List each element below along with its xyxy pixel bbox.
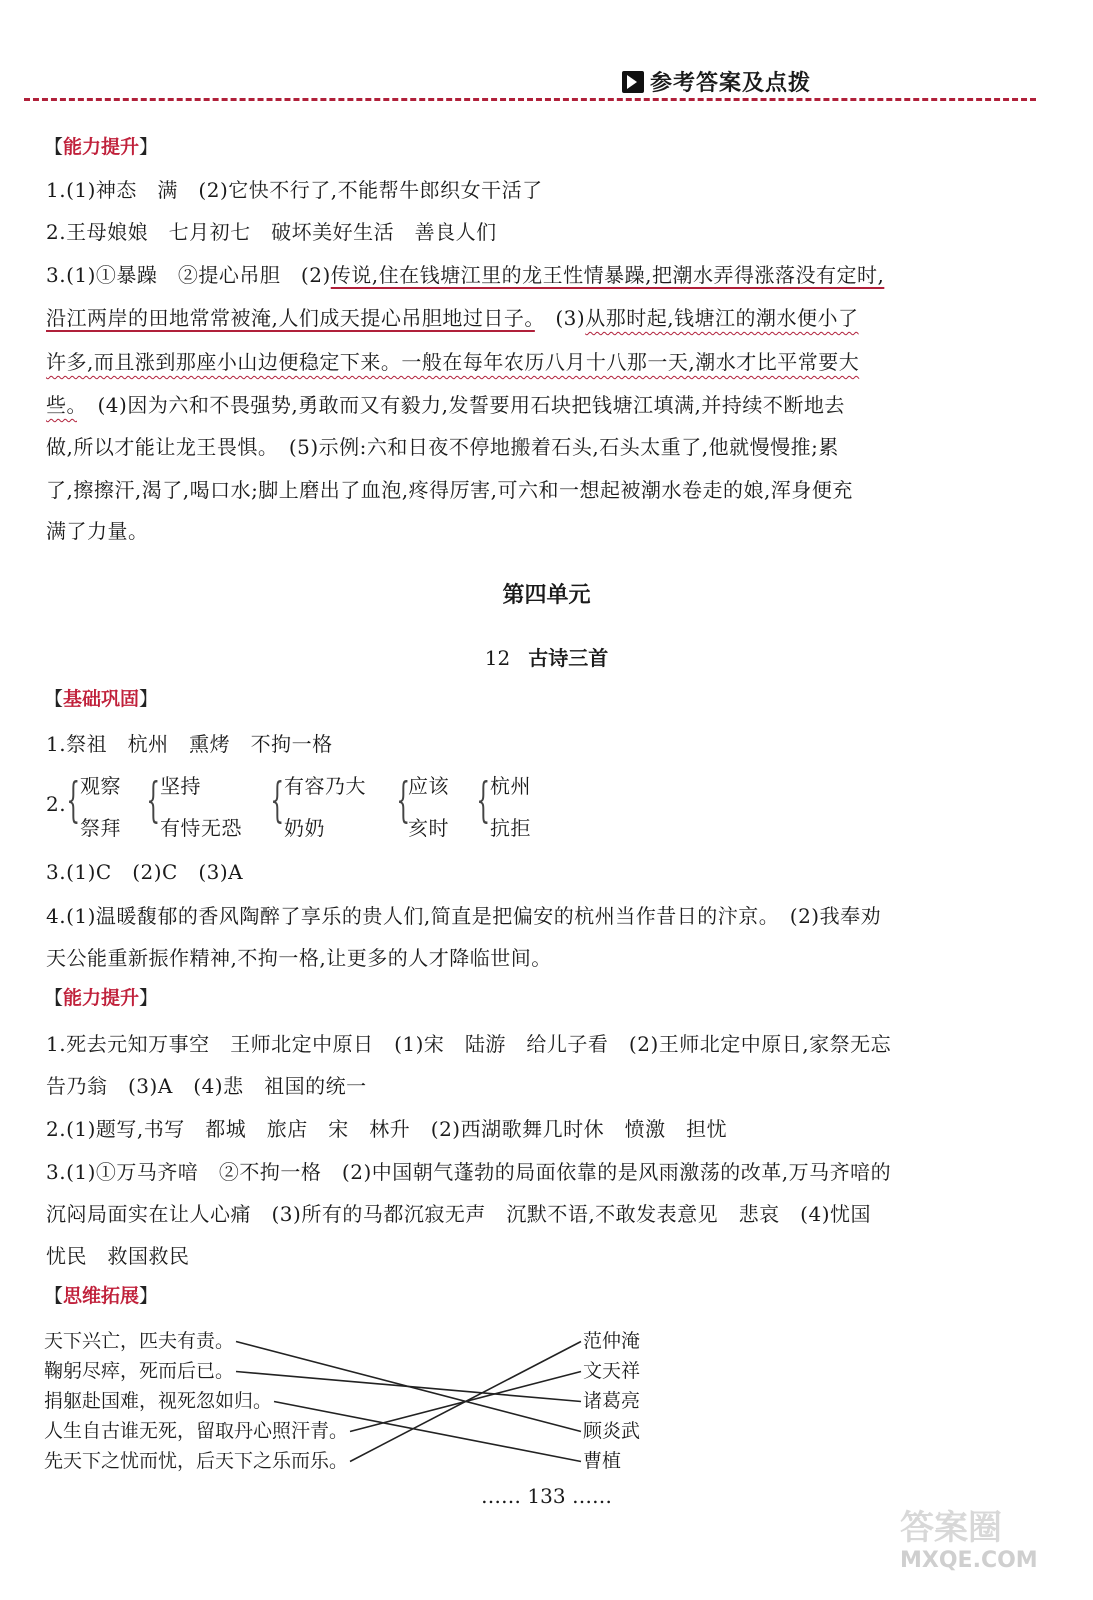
pair-bottom: 有恃无恐	[160, 816, 242, 840]
answer-line: 1.(1)神态 满 (2)它快不行了,不能帮牛郎织女干活了	[46, 178, 543, 202]
unit-title: 第四单元	[502, 583, 591, 608]
pair-top: 观察	[80, 774, 121, 798]
brace-icon: {	[270, 772, 285, 828]
answer-line: 2.(1)题写,书写 都城 旅店 宋 林升 (2)西湖歌舞几时休 愤激 担忧	[46, 1117, 728, 1141]
quote-item: 捐躯赴国难，视死忽如归。	[44, 1390, 273, 1412]
pair-top: 杭州	[490, 774, 531, 798]
answer-line: 3.(1)C (2)C (3)A	[46, 860, 244, 884]
pair-top: 坚持	[160, 774, 201, 798]
section-heading-ability-1: 【能力提升】	[44, 136, 159, 158]
answer-line: 做,所以才能让龙王畏惧。 (5)示例:六和日夜不停地搬着石头,石头太重了,他就慢慢推;累	[46, 435, 839, 459]
person-item: 曹植	[583, 1450, 622, 1472]
pair-bottom: 祭拜	[80, 816, 121, 840]
answer-line: 2.王母娘娘 七月初七 破坏美好生活 善良人们	[46, 220, 497, 244]
pair-bottom: 奶奶	[284, 816, 325, 840]
header-title: 参考答案及点拨	[650, 71, 812, 96]
quote-item: 天下兴亡，匹夫有责。	[44, 1330, 235, 1352]
match-line	[274, 1402, 581, 1462]
wavy-underlined-answer: 从那时起,钱塘江的潮水便小了	[585, 306, 859, 330]
answer-line: 些。 (4)因为六和不畏强势,勇敢而又有毅力,发誓要用石块把钱塘江填满,并持续不断地去	[46, 393, 845, 417]
answer-line: 沉闷局面实在让人心痛 (3)所有的马都沉寂无声 沉默不语,不敢发表意见 悲哀 (4)忧国	[46, 1202, 872, 1226]
answer-line: 1.死去元知万事空 王师北定中原日 (1)宋 陆游 给儿子看 (2)王师北定中原日,家祭无忘	[46, 1032, 892, 1056]
answer-line: 1.祭祖 杭州 熏烤 不拘一格	[46, 732, 333, 756]
section-heading-ability-2: 【能力提升】	[44, 987, 159, 1009]
lesson-title: 12 古诗三首	[484, 646, 609, 670]
pair-bottom: 抗拒	[490, 816, 531, 840]
brace-icon: {	[66, 772, 81, 828]
watermark-url: MXQE.COM	[900, 1548, 1038, 1573]
pair-top: 应该	[408, 774, 449, 798]
answer-line: 告乃翁 (3)A (4)悲 祖国的统一	[46, 1074, 367, 1098]
brace-icon: {	[476, 772, 491, 828]
section-heading-basics: 【基础巩固】	[44, 688, 159, 710]
answer-line: 3.(1)①暴躁 ②提心吊胆 (2)传说,住在钱塘江里的龙王性情暴躁,把潮水弄得涨落没有定时,	[46, 263, 885, 287]
answer-line: 了,擦擦汗,渴了,喝口水;脚上磨出了血泡,疼得厉害,可六和一想起被潮水卷走的娘,浑身便充	[46, 478, 853, 502]
watermark-logo: 答案圈	[900, 1508, 1002, 1548]
answer-line: 忧民 救国救民	[46, 1244, 190, 1268]
answer-line: 4.(1)温暖馥郁的香风陶醉了享乐的贵人们,简直是把偏安的杭州当作昔日的汴京。 (2)我奉劝	[46, 904, 882, 928]
wavy-underlined-answer: 许多,而且涨到那座小山边便稳定下来。一般在每年农历八月十八那一天,潮水才比平常要大	[46, 350, 860, 374]
answer-line: 满了力量。	[46, 519, 149, 543]
quote-item: 人生自古谁无死，留取丹心照汗青。	[44, 1420, 349, 1442]
person-item: 范仲淹	[583, 1330, 641, 1352]
section-heading-thinking: 【思维拓展】	[44, 1285, 159, 1307]
underlined-answer: 沿江两岸的田地常常被淹,人们成天提心吊胆地过日子。	[46, 306, 535, 330]
pair-top: 有容乃大	[284, 774, 366, 798]
pair-prefix: 2.	[46, 792, 67, 816]
pair-bottom: 亥时	[408, 816, 449, 840]
answer-line: 天公能重新振作精神,不拘一格,让更多的人才降临世间。	[46, 946, 552, 970]
person-item: 顾炎武	[583, 1420, 641, 1442]
answer-line: 3.(1)①万马齐喑 ②不拘一格 (2)中国朝气蓬勃的局面依靠的是风雨激荡的改革,万马齐喑的	[46, 1160, 892, 1184]
underlined-answer: 传说,住在钱塘江里的龙王性情暴躁,把潮水弄得涨落没有定时,	[330, 263, 885, 287]
brace-icon: {	[396, 772, 411, 828]
match-line	[236, 1372, 581, 1402]
brace-icon: {	[146, 772, 161, 828]
quote-item: 先天下之忧而忧，后天下之乐而乐。	[44, 1450, 349, 1472]
match-line	[350, 1342, 581, 1462]
page-number: …… 133 ……	[481, 1484, 612, 1508]
person-item: 文天祥	[583, 1360, 641, 1382]
quote-item: 鞠躬尽瘁，死而后已。	[44, 1360, 235, 1382]
wavy-underlined-answer: 些。	[46, 393, 77, 417]
person-item: 诸葛亮	[583, 1390, 641, 1412]
answer-line: 沿江两岸的田地常常被淹,人们成天提心吊胆地过日子。 (3)从那时起,钱塘江的潮水便小了	[46, 306, 859, 330]
